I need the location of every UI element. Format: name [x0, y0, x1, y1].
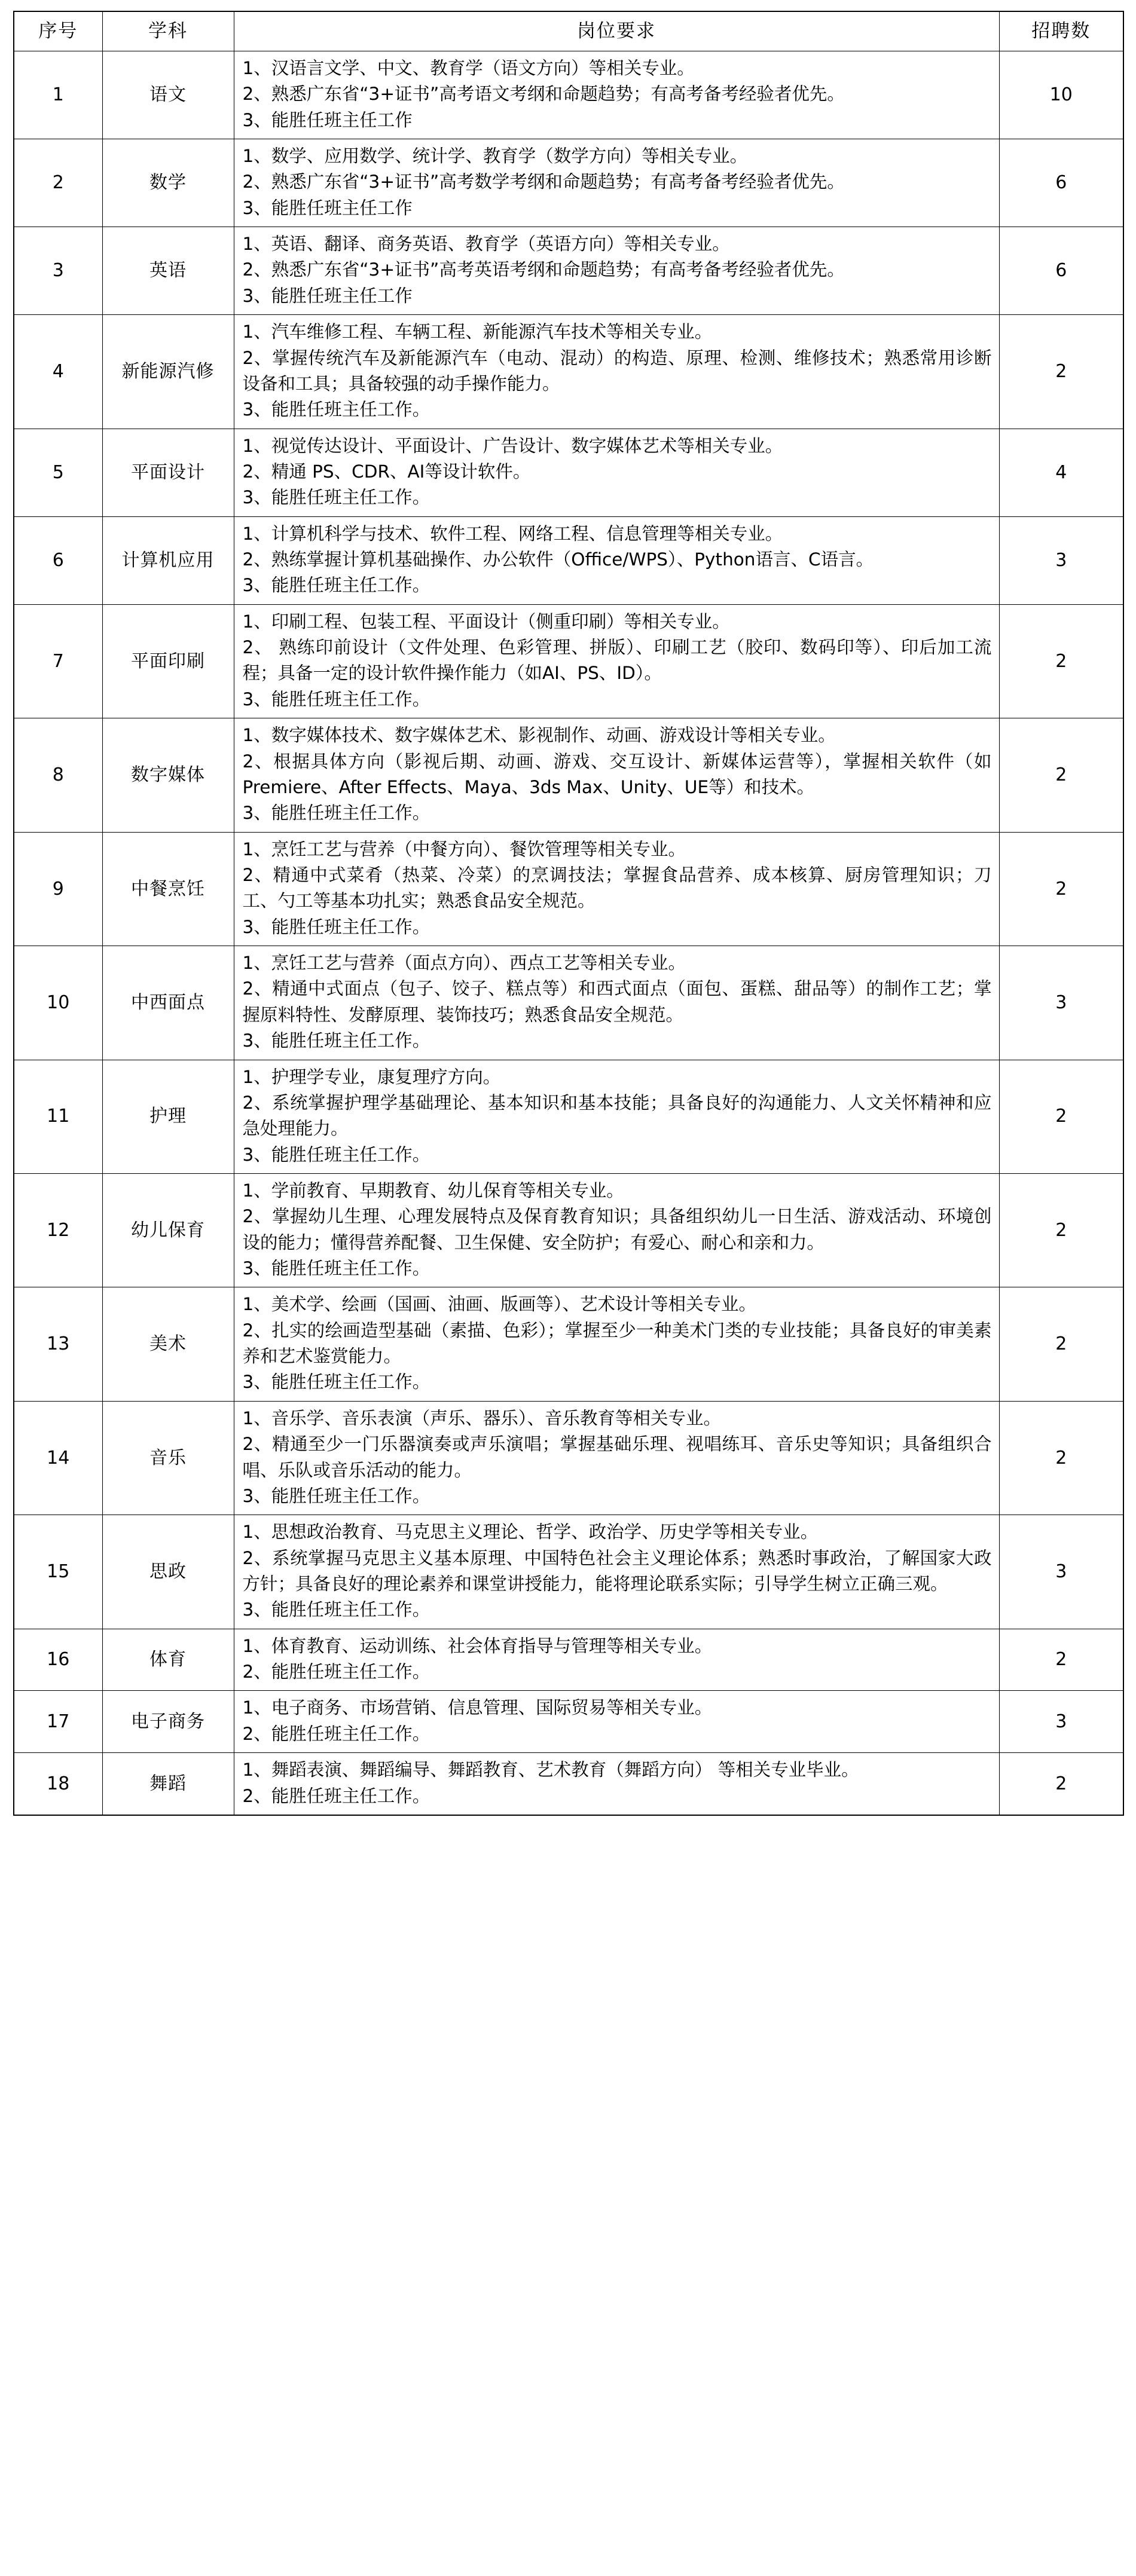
requirement-line: 2、根据具体方向（影视后期、动画、游戏、交互设计、新媒体运营等），掌握相关软件（如 Premiere、After Effects、Maya、3ds Max、Unity、UE等）和技术。: [242, 751, 992, 797]
requirement-line: 3、能胜任班主任工作。: [242, 916, 430, 937]
requirement-line: 2、能胜任班主任工作。: [242, 1723, 430, 1744]
table-row: [14, 1753, 1123, 1815]
requirement-line: 1、计算机科学与技术、软件工程、网络工程、信息管理等相关专业。: [242, 523, 783, 544]
cell-count: 3: [999, 946, 1123, 1060]
cell-requirements: [234, 1691, 999, 1753]
requirement-line: 3、能胜任班主任工作。: [242, 1372, 430, 1393]
cell-requirements: [234, 832, 999, 946]
cell-index: 6: [14, 516, 102, 604]
requirement-line: 1、思想政治教育、马克思主义理论、哲学、政治学、历史学等相关专业。: [242, 1522, 819, 1543]
cell-requirements: [234, 604, 999, 718]
cell-count: 3: [999, 516, 1123, 604]
cell-count: 3: [999, 1691, 1123, 1753]
requirement-line: 3、能胜任班主任工作。: [242, 575, 430, 596]
cell-count: 2: [999, 832, 1123, 946]
cell-requirements: [234, 139, 999, 227]
requirement-line: 2、掌握幼儿生理、心理发展特点及保育教育知识；具备组织幼儿一日生活、游戏活动、环境创设的能力；懂得营养配餐、卫生保健、安全防护；有爱心、耐心和亲和力。: [242, 1206, 992, 1253]
cell-count: 2: [999, 718, 1123, 832]
table-header-row: [14, 11, 1123, 51]
requirement-line: 1、英语、翻译、商务英语、教育学（英语方向）等相关专业。: [242, 234, 730, 255]
table-row: [14, 51, 1123, 139]
table-row: [14, 718, 1123, 832]
requirement-line: 3、能胜任班主任工作。: [242, 803, 430, 824]
table-header: [14, 11, 1123, 51]
cell-subject: 中餐烹饪: [102, 832, 234, 946]
cell-requirements: [234, 718, 999, 832]
requirement-line: 3、能胜任班主任工作: [242, 197, 413, 218]
cell-subject: 幼儿保育: [102, 1173, 234, 1287]
column-header-subject: 学科: [102, 11, 234, 51]
cell-index: 11: [14, 1060, 102, 1173]
cell-count: 2: [999, 604, 1123, 718]
column-header-requirements: 岗位要求: [234, 11, 999, 51]
table-row: [14, 1173, 1123, 1287]
requirement-line: 3、能胜任班主任工作。: [242, 1485, 430, 1506]
requirement-line: 2、精通至少一门乐器演奏或声乐演唱；掌握基础乐理、视唱练耳、音乐史等知识；具备组织合唱、乐队或音乐活动的能力。: [242, 1434, 992, 1480]
table-row: [14, 604, 1123, 718]
table-row: [14, 946, 1123, 1060]
cell-requirements: [234, 315, 999, 429]
cell-count: 2: [999, 315, 1123, 429]
cell-index: 16: [14, 1629, 102, 1691]
table-row: [14, 429, 1123, 516]
cell-index: 9: [14, 832, 102, 946]
requirement-line: 2、熟悉广东省“3+证书”高考数学考纲和命题趋势；有高考备考经验者优先。: [242, 172, 845, 192]
requirement-line: 3、能胜任班主任工作。: [242, 1144, 430, 1165]
table-row: [14, 1691, 1123, 1753]
cell-requirements: [234, 1401, 999, 1515]
requirement-line: 2、能胜任班主任工作。: [242, 1662, 430, 1682]
cell-requirements: [234, 1287, 999, 1401]
cell-index: 1: [14, 51, 102, 139]
cell-index: 10: [14, 946, 102, 1060]
requirement-line: 3、能胜任班主任工作。: [242, 689, 430, 709]
requirement-line: 3、能胜任班主任工作。: [242, 399, 430, 420]
cell-index: 7: [14, 604, 102, 718]
cell-requirements: [234, 1629, 999, 1691]
cell-requirements: [234, 516, 999, 604]
requirement-line: 1、烹饪工艺与营养（中餐方向）、餐饮管理等相关专业。: [242, 839, 686, 859]
requirement-line: 2、熟悉广东省“3+证书”高考英语考纲和命题趋势；有高考备考经验者优先。: [242, 259, 845, 280]
requirement-line: 1、烹饪工艺与营养（面点方向）、西点工艺等相关专业。: [242, 953, 686, 974]
requirement-line: 2、 熟练印前设计（文件处理、色彩管理、拼版）、印刷工艺（胶印、数码印等）、印后加工流程；具备一定的设计软件操作能力（如AI、PS、ID）。: [242, 637, 992, 684]
cell-count: 2: [999, 1753, 1123, 1815]
cell-count: 6: [999, 139, 1123, 227]
cell-subject: 英语: [102, 227, 234, 315]
table-body: [14, 51, 1123, 1815]
cell-count: 2: [999, 1401, 1123, 1515]
cell-count: 2: [999, 1060, 1123, 1173]
cell-index: 5: [14, 429, 102, 516]
table-row: [14, 315, 1123, 429]
requirement-line: 1、数字媒体技术、数字媒体艺术、影视制作、动画、游戏设计等相关专业。: [242, 725, 836, 746]
requirement-line: 2、系统掌握护理学基础理论、基本知识和基本技能；具备良好的沟通能力、人文关怀精神和应急处理能力。: [242, 1092, 992, 1139]
cell-subject: 新能源汽修: [102, 315, 234, 429]
requirement-line: 1、音乐学、音乐表演（声乐、器乐）、音乐教育等相关专业。: [242, 1408, 722, 1428]
requirement-line: 2、扎实的绘画造型基础（素描、色彩）；掌握至少一种美术门类的专业技能；具备良好的审美素养和艺术鉴赏能力。: [242, 1320, 992, 1367]
table-row: [14, 1060, 1123, 1173]
cell-count: 4: [999, 429, 1123, 516]
cell-subject: 美术: [102, 1287, 234, 1401]
requirement-line: 1、电子商务、市场营销、信息管理、国际贸易等相关专业。: [242, 1697, 713, 1718]
requirement-line: 1、视觉传达设计、平面设计、广告设计、数字媒体艺术等相关专业。: [242, 435, 783, 456]
cell-subject: 护理: [102, 1060, 234, 1173]
cell-count: 6: [999, 227, 1123, 315]
cell-index: 14: [14, 1401, 102, 1515]
cell-index: 3: [14, 227, 102, 315]
column-header-count: 招聘数: [999, 11, 1123, 51]
cell-subject: 电子商务: [102, 1691, 234, 1753]
cell-index: 13: [14, 1287, 102, 1401]
requirement-line: 3、能胜任班主任工作: [242, 285, 413, 306]
table-row: [14, 227, 1123, 315]
requirement-line: 3、能胜任班主任工作。: [242, 1030, 430, 1051]
table-row: [14, 832, 1123, 946]
cell-count: 10: [999, 51, 1123, 139]
cell-index: 12: [14, 1173, 102, 1287]
requirement-line: 1、护理学专业，康复理疗方向。: [242, 1066, 501, 1087]
cell-requirements: [234, 1060, 999, 1173]
cell-requirements: [234, 227, 999, 315]
cell-subject: 平面设计: [102, 429, 234, 516]
requirement-line: 1、舞蹈表演、舞蹈编导、舞蹈教育、艺术教育（舞蹈方向） 等相关专业毕业。: [242, 1760, 859, 1780]
column-header-index: 序号: [14, 11, 102, 51]
requirement-line: 1、体育教育、运动训练、社会体育指导与管理等相关专业。: [242, 1635, 713, 1656]
requirement-line: 2、掌握传统汽车及新能源汽车（电动、混动）的构造、原理、检测、维修技术；熟悉常用诊断设备和工具；具备较强的动手操作能力。: [242, 347, 992, 394]
requirement-line: 2、能胜任班主任工作。: [242, 1785, 430, 1806]
cell-requirements: [234, 1173, 999, 1287]
requirement-line: 2、精通中式面点（包子、饺子、糕点等）和西式面点（面包、蛋糕、甜品等）的制作工艺；掌握原料特性、发酵原理、装饰技巧；熟悉食品安全规范。: [242, 978, 992, 1025]
table-row: [14, 1287, 1123, 1401]
requirement-line: 3、能胜任班主任工作。: [242, 487, 430, 508]
table-row: [14, 1401, 1123, 1515]
cell-subject: 思政: [102, 1515, 234, 1629]
requirement-line: 2、系统掌握马克思主义基本原理、中国特色社会主义理论体系；熟悉时事政治，了解国家大政方针；具备良好的理论素养和课堂讲授能力，能将理论联系实际；引导学生树立正确三观。: [242, 1547, 992, 1594]
cell-subject: 音乐: [102, 1401, 234, 1515]
cell-requirements: [234, 1753, 999, 1815]
requirement-line: 3、能胜任班主任工作。: [242, 1258, 430, 1279]
requirement-line: 3、能胜任班主任工作。: [242, 1599, 430, 1620]
cell-subject: 平面印刷: [102, 604, 234, 718]
cell-count: 2: [999, 1629, 1123, 1691]
cell-count: 2: [999, 1173, 1123, 1287]
cell-requirements: [234, 429, 999, 516]
cell-index: 2: [14, 139, 102, 227]
table-row: [14, 1515, 1123, 1629]
cell-subject: 计算机应用: [102, 516, 234, 604]
cell-subject: 数字媒体: [102, 718, 234, 832]
requirement-line: 1、印刷工程、包装工程、平面设计（侧重印刷）等相关专业。: [242, 611, 730, 632]
requirement-line: 2、精通中式菜肴（热菜、冷菜）的烹调技法；掌握食品营养、成本核算、厨房管理知识；刀工、勺工等基本功扎实；熟悉食品安全规范。: [242, 865, 992, 911]
cell-requirements: [234, 1515, 999, 1629]
requirement-line: 1、美术学、绘画（国画、油画、版画等）、艺术设计等相关专业。: [242, 1294, 757, 1315]
table-row: [14, 139, 1123, 227]
cell-index: 8: [14, 718, 102, 832]
cell-subject: 体育: [102, 1629, 234, 1691]
requirement-line: 1、学前教育、早期教育、幼儿保育等相关专业。: [242, 1180, 624, 1201]
cell-index: 15: [14, 1515, 102, 1629]
cell-index: 17: [14, 1691, 102, 1753]
requirement-line: 1、汽车维修工程、车辆工程、新能源汽车技术等相关专业。: [242, 322, 713, 342]
recruitment-requirements-table: [13, 11, 1124, 1816]
requirement-line: 1、数学、应用数学、统计学、教育学（数学方向）等相关专业。: [242, 146, 748, 167]
cell-index: 18: [14, 1753, 102, 1815]
requirement-line: 2、熟练掌握计算机基础操作、办公软件（Office/WPS）、Python语言、C语言。: [242, 549, 874, 570]
requirement-line: 1、汉语言文学、中文、教育学（语文方向）等相关专业。: [242, 57, 695, 78]
requirement-line: 2、精通 PS、CDR、AI等设计软件。: [242, 461, 531, 482]
requirement-line: 2、熟悉广东省“3+证书”高考语文考纲和命题趋势；有高考备考经验者优先。: [242, 84, 845, 105]
requirement-line: 3、能胜任班主任工作: [242, 109, 413, 130]
cell-count: 2: [999, 1287, 1123, 1401]
cell-count: 3: [999, 1515, 1123, 1629]
cell-index: 4: [14, 315, 102, 429]
cell-requirements: [234, 51, 999, 139]
cell-subject: 中西面点: [102, 946, 234, 1060]
cell-subject: 数学: [102, 139, 234, 227]
table-row: [14, 1629, 1123, 1691]
cell-subject: 语文: [102, 51, 234, 139]
table-row: [14, 516, 1123, 604]
cell-subject: 舞蹈: [102, 1753, 234, 1815]
cell-requirements: [234, 946, 999, 1060]
